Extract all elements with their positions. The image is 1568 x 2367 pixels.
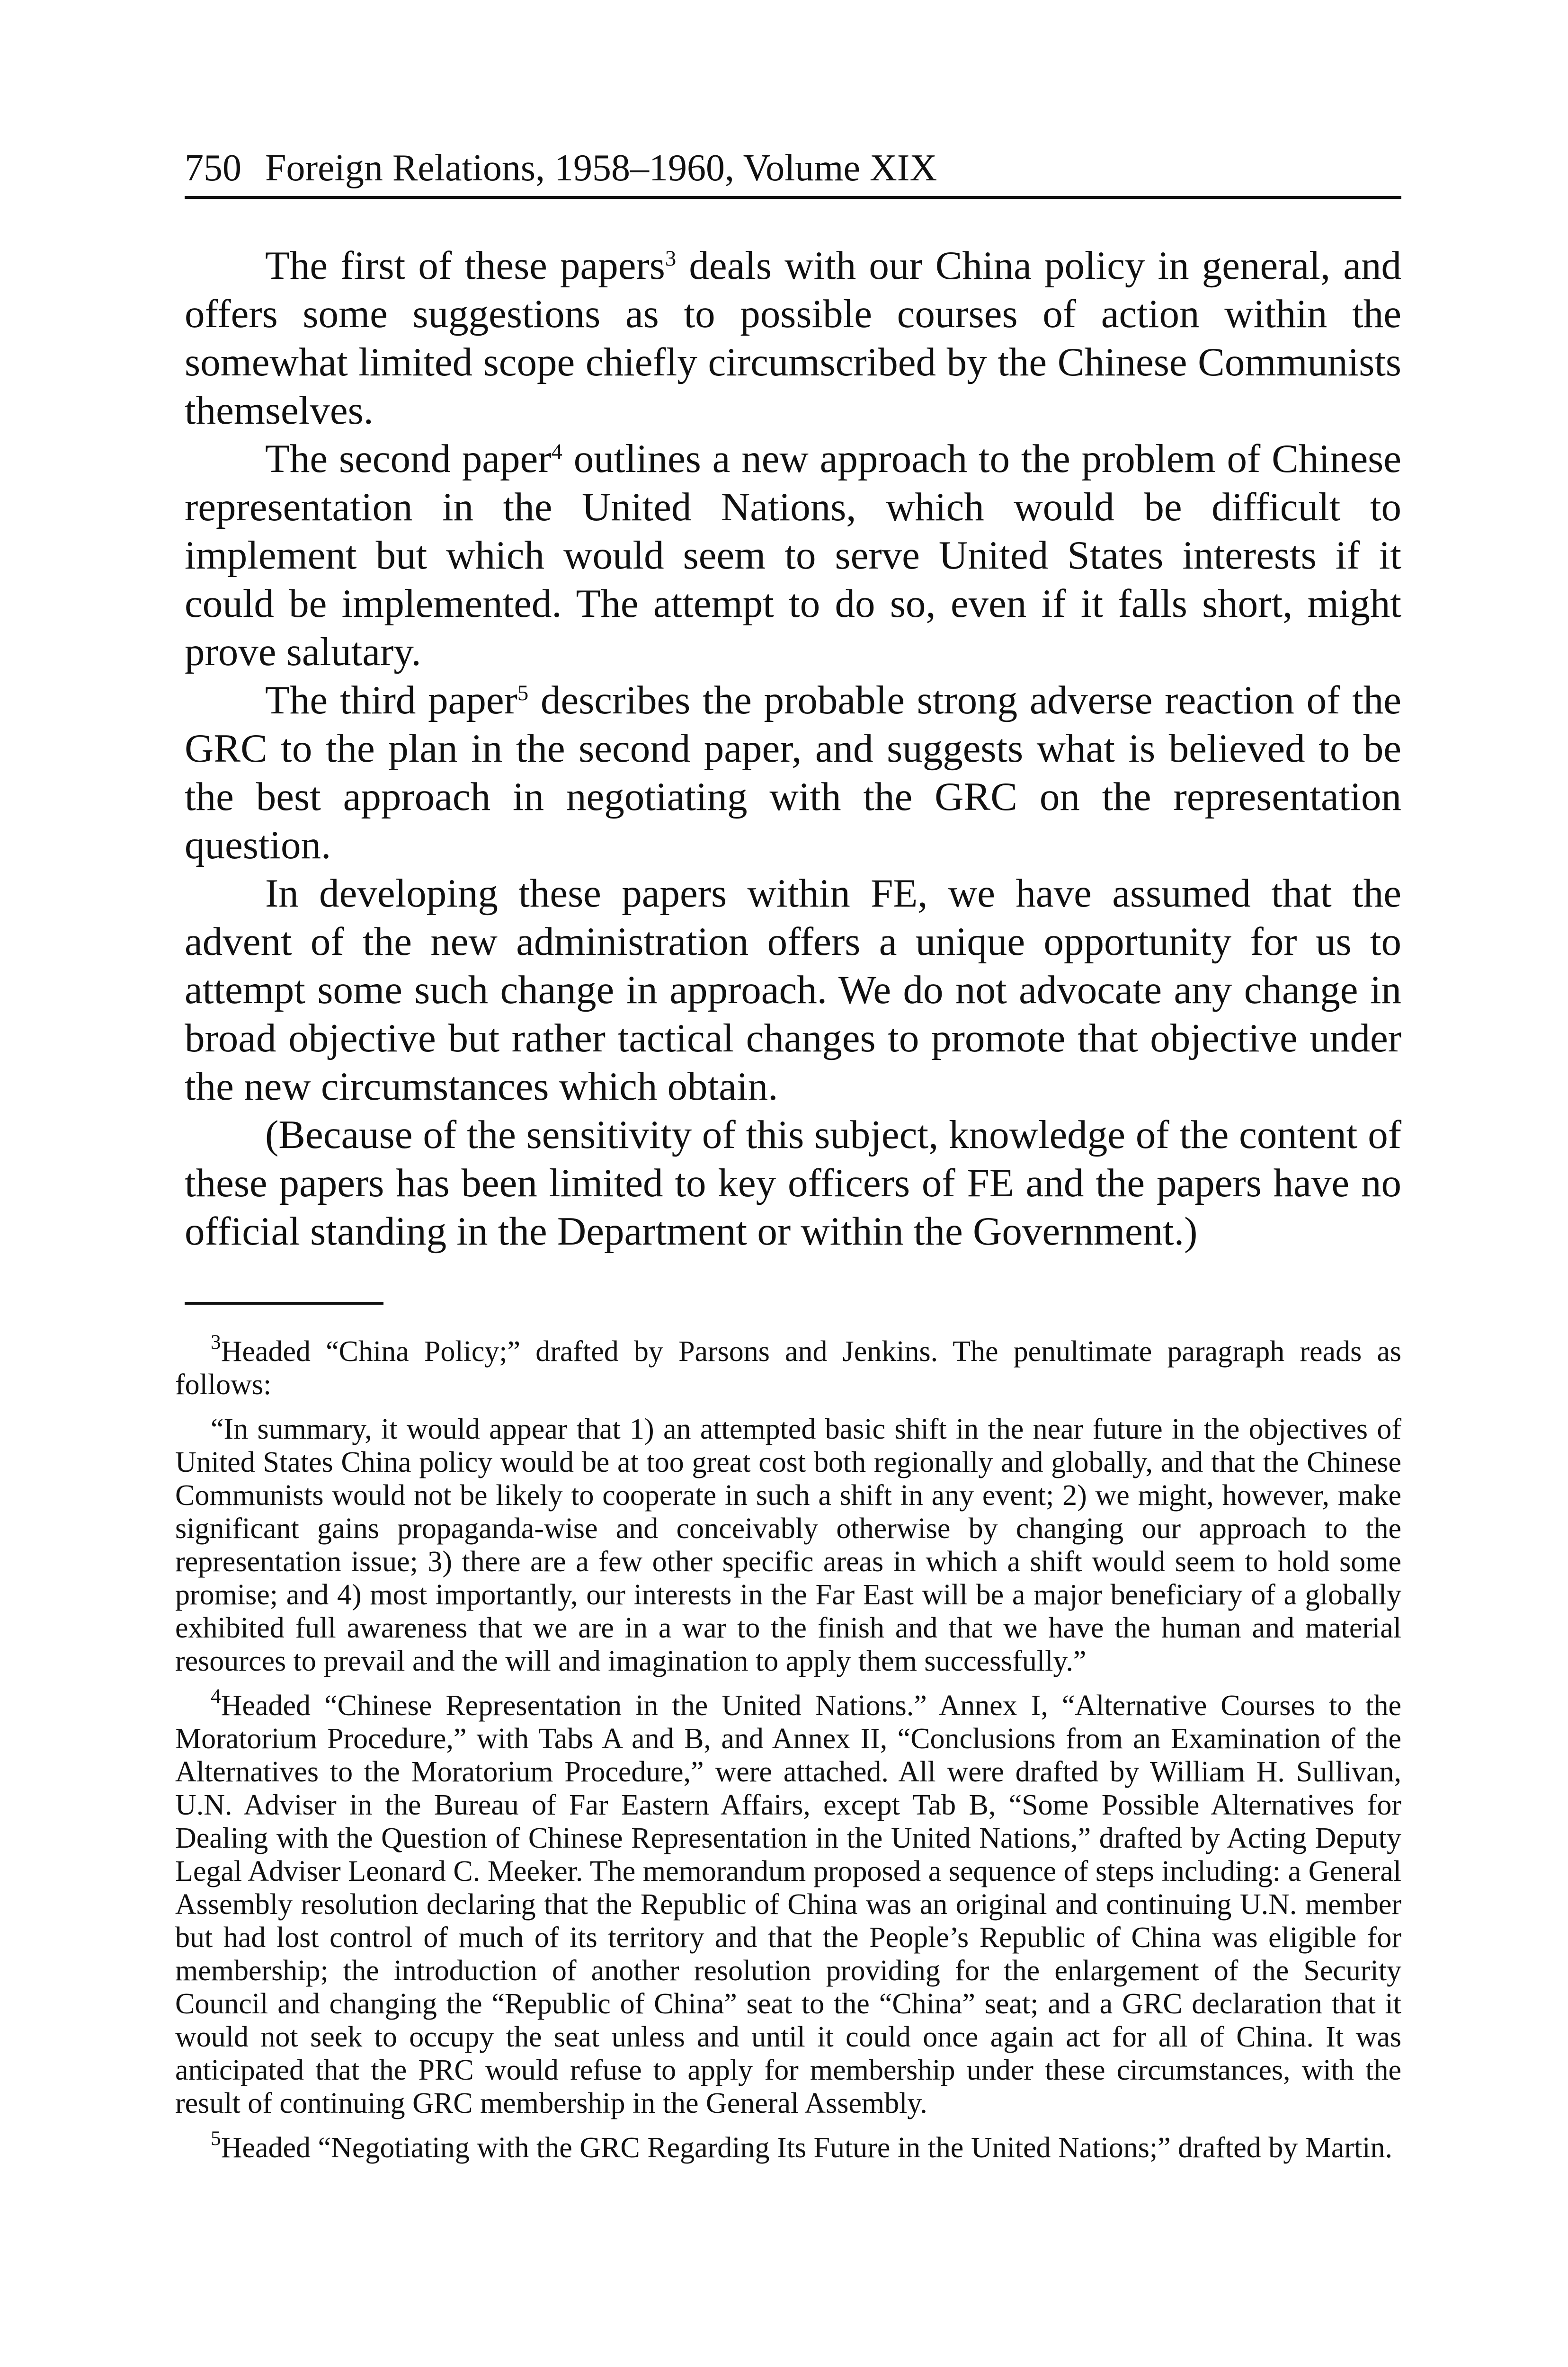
main-text xyxy=(185,241,1401,1255)
volume-title: Foreign Relations, 1958–1960, Volume XIX xyxy=(265,147,937,189)
paragraph: (Because of the sensitivity of this subject, knowledge of the content of these papers has been limited to key officers of FE and the papers have no official standing in the Department or within the Government.) xyxy=(185,1112,1401,1254)
footnote-ref[interactable]: 3 xyxy=(665,246,677,271)
footnotes xyxy=(175,1330,1401,2164)
footnote-number: 3 xyxy=(211,1330,221,1353)
paragraph: The first of these papers$^3$ deals with our China policy in general, and offers some suggestions as to possible courses of action within the somewhat limited scope chiefly circumscribed by the Chinese Communists themselves. xyxy=(185,243,1401,433)
running-header xyxy=(185,142,1401,199)
footnote-ref[interactable]: 5 xyxy=(517,680,529,705)
page-number: 750 xyxy=(185,147,241,189)
paragraph: The second paper$^4$ outlines a new approach to the problem of Chinese representation in the United Nations, which would be difficult to implement but which would seem to serve United States interests if it could be implemented. The attempt to do so, even if it falls short, might prove salutary. xyxy=(185,436,1401,674)
footnote-number: 5 xyxy=(211,2127,221,2150)
footnote: $^5$Headed “Negotiating with the GRC Regarding Its Future in the United Nations;” drafted by Martin. xyxy=(211,2127,1392,2164)
paragraph: The third paper$^5$ describes the probable strong adverse reaction of the GRC to the plan in the second paper, and suggests what is believed to be the best approach in negotiating with the GRC on the representation question. xyxy=(185,678,1401,867)
footnote-quote: “In summary, it would appear that 1) an attempted basic shift in the near future in the objectives of United States China policy would be at too great cost both regionally and globally, and that the Chinese Communists would not be likely to cooperate in such a shift in any event; 2) we might, however, make significant gains propaganda-wise and conceivably otherwise by changing our approach to the representation issue; 3) there are a few other specific areas in which a shift would seem to hold some promise; and 4) most importantly, our interests in the Far East will be a major beneficiary of a globally exhibited full awareness that we are in a war to the finish and that we have the human and material resources to prevail and the will and imagination to apply them successfully.” xyxy=(175,1413,1401,1677)
paragraph: In developing these papers within FE, we have assumed that the advent of the new administration offers a unique opportunity for us to attempt some such change in approach. We do not advocate any change in broad objective but rather tactical changes to promote that objective under the new circumstances which obtain. xyxy=(185,871,1401,1109)
footnote-ref[interactable]: 4 xyxy=(551,439,562,464)
footnote-number: 4 xyxy=(211,1684,221,1708)
footnote: $^3$Headed “China Policy;” drafted by Parsons and Jenkins. The penultimate paragraph reads as follows: xyxy=(175,1330,1401,1401)
footnote: $^4$Headed “Chinese Representation in the United Nations.” Annex I, “Alternative Courses to the Moratorium Procedure,” with Tabs A and B, and Annex II, “Conclusions from an Examination of the Alternatives to the Moratorium Procedure,” were attached. All were drafted by William H. Sullivan, U.N. Adviser in the Bureau of Far Eastern Affairs, except Tab B, “Some Possible Alternatives for Dealing with the Question of Chinese Representation in the United Nations,” drafted by Acting Deputy Legal Adviser Leonard C. Meeker. The memorandum proposed a sequence of steps including: a General Assembly resolution declaring that the Republic of China was an original and continuing U.N. member but had lost control of much of its territory and that the People’s Republic of China was eligible for membership; the introduction of another resolution providing for the enlargement of the Security Council and changing the “Republic of China” seat to the “China” seat; and a GRC declaration that it would not seek to occupy the seat unless and until it could once again act for all of China. It was anticipated that the PRC would refuse to apply for membership under these circumstances, with the result of continuing GRC membership in the General Assembly. xyxy=(175,1684,1401,2119)
footnote-divider xyxy=(185,1302,383,1305)
